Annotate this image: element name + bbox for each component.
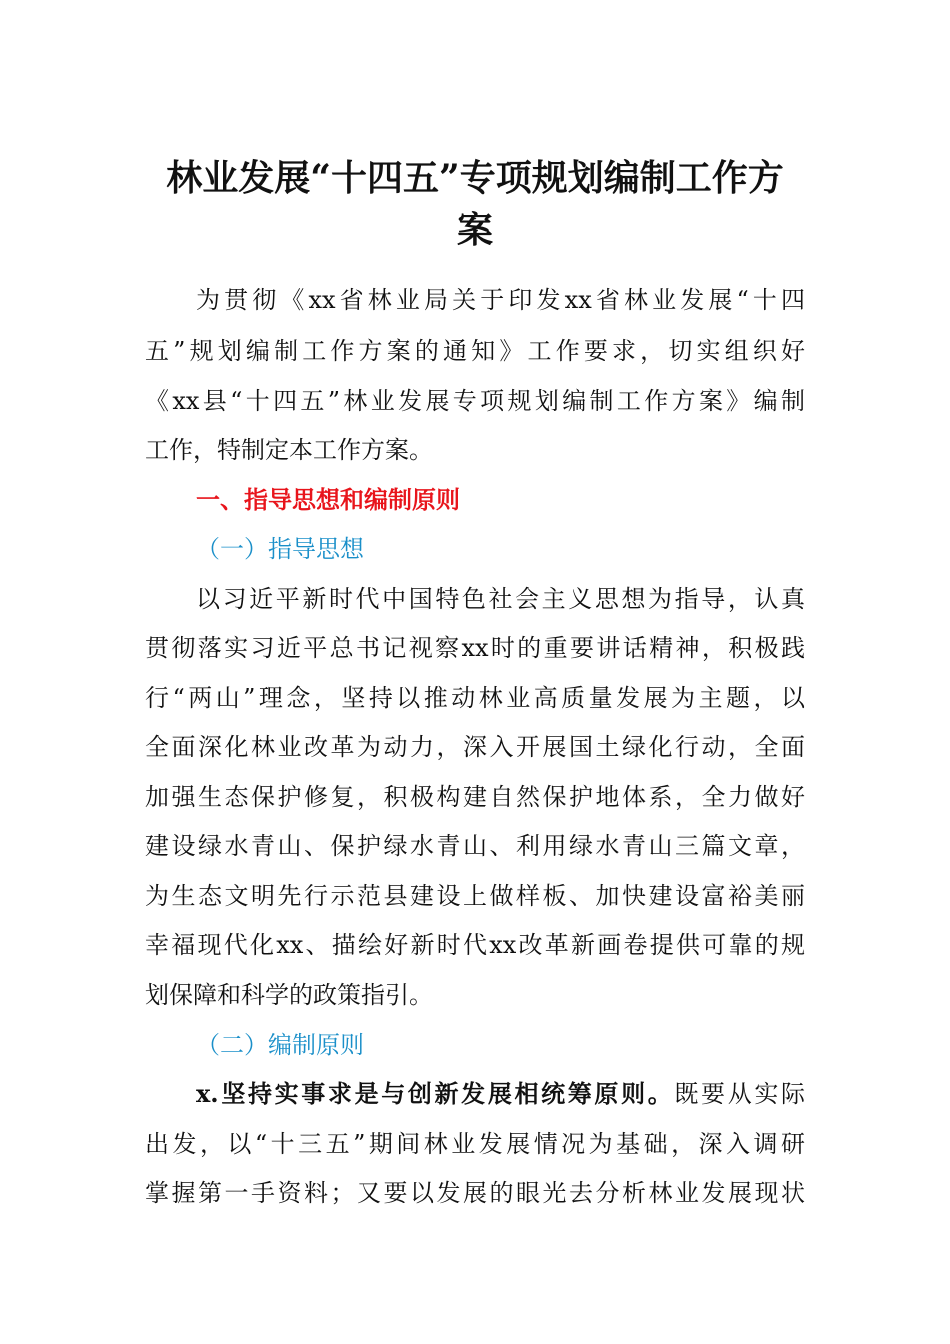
section-heading-1: 一、指导思想和编制原则 <box>196 486 460 514</box>
intro-line-4: 工作，特制定本工作方案。 <box>145 436 433 464</box>
principle-1-first-line <box>196 1079 805 1108</box>
subsection-heading-principles: （二）编制原则 <box>196 1031 364 1059</box>
intro-line-2: 五”规划编制工作方案的通知》工作要求，切实组织好 <box>145 337 805 365</box>
document-title-line-2: 案 <box>456 209 493 251</box>
paragraph-line: 幸福现代化xx、描绘好新时代xx改革新画卷提供可靠的规 <box>145 931 805 959</box>
principle-1-lead: x.坚持实事求是与创新发展相统筹原则。 <box>196 1079 675 1108</box>
document-title-line-1: 林业发展“十四五”专项规划编制工作方 <box>166 157 784 199</box>
paragraph-line: 建设绿水青山、保护绿水青山、利用绿水青山三篇文章， <box>145 832 805 860</box>
paragraph-line: 行“两山”理念，坚持以推动林业高质量发展为主题，以 <box>145 684 805 712</box>
paragraph-line: 加强生态保护修复，积极构建自然保护地体系，全力做好 <box>145 783 805 811</box>
intro-line-1: 为贯彻《xx省林业局关于印发xx省林业发展“十四 <box>196 286 805 314</box>
paragraph-line: 全面深化林业改革为动力，深入开展国土绿化行动，全面 <box>145 733 805 761</box>
paragraph-line: 掌握第一手资料；又要以发展的眼光去分析林业发展现状 <box>145 1179 805 1207</box>
paragraph-line: 出发，以“十三五”期间林业发展情况为基础，深入调研 <box>145 1130 805 1158</box>
paragraph-line: 划保障和科学的政策指引。 <box>145 981 433 1009</box>
paragraph-line: 以习近平新时代中国特色社会主义思想为指导，认真 <box>196 585 805 613</box>
paragraph-line: 贯彻落实习近平总书记视察xx时的重要讲话精神，积极践 <box>145 634 805 662</box>
principle-1-first-rest: 既要从实际 <box>674 1080 805 1108</box>
paragraph-line: 为生态文明先行示范县建设上做样板、加快建设富裕美丽 <box>145 882 805 910</box>
subsection-heading-guiding-ideology: （一）指导思想 <box>196 535 364 563</box>
intro-line-3: 《xx县“十四五”林业发展专项规划编制工作方案》编制 <box>145 387 805 415</box>
